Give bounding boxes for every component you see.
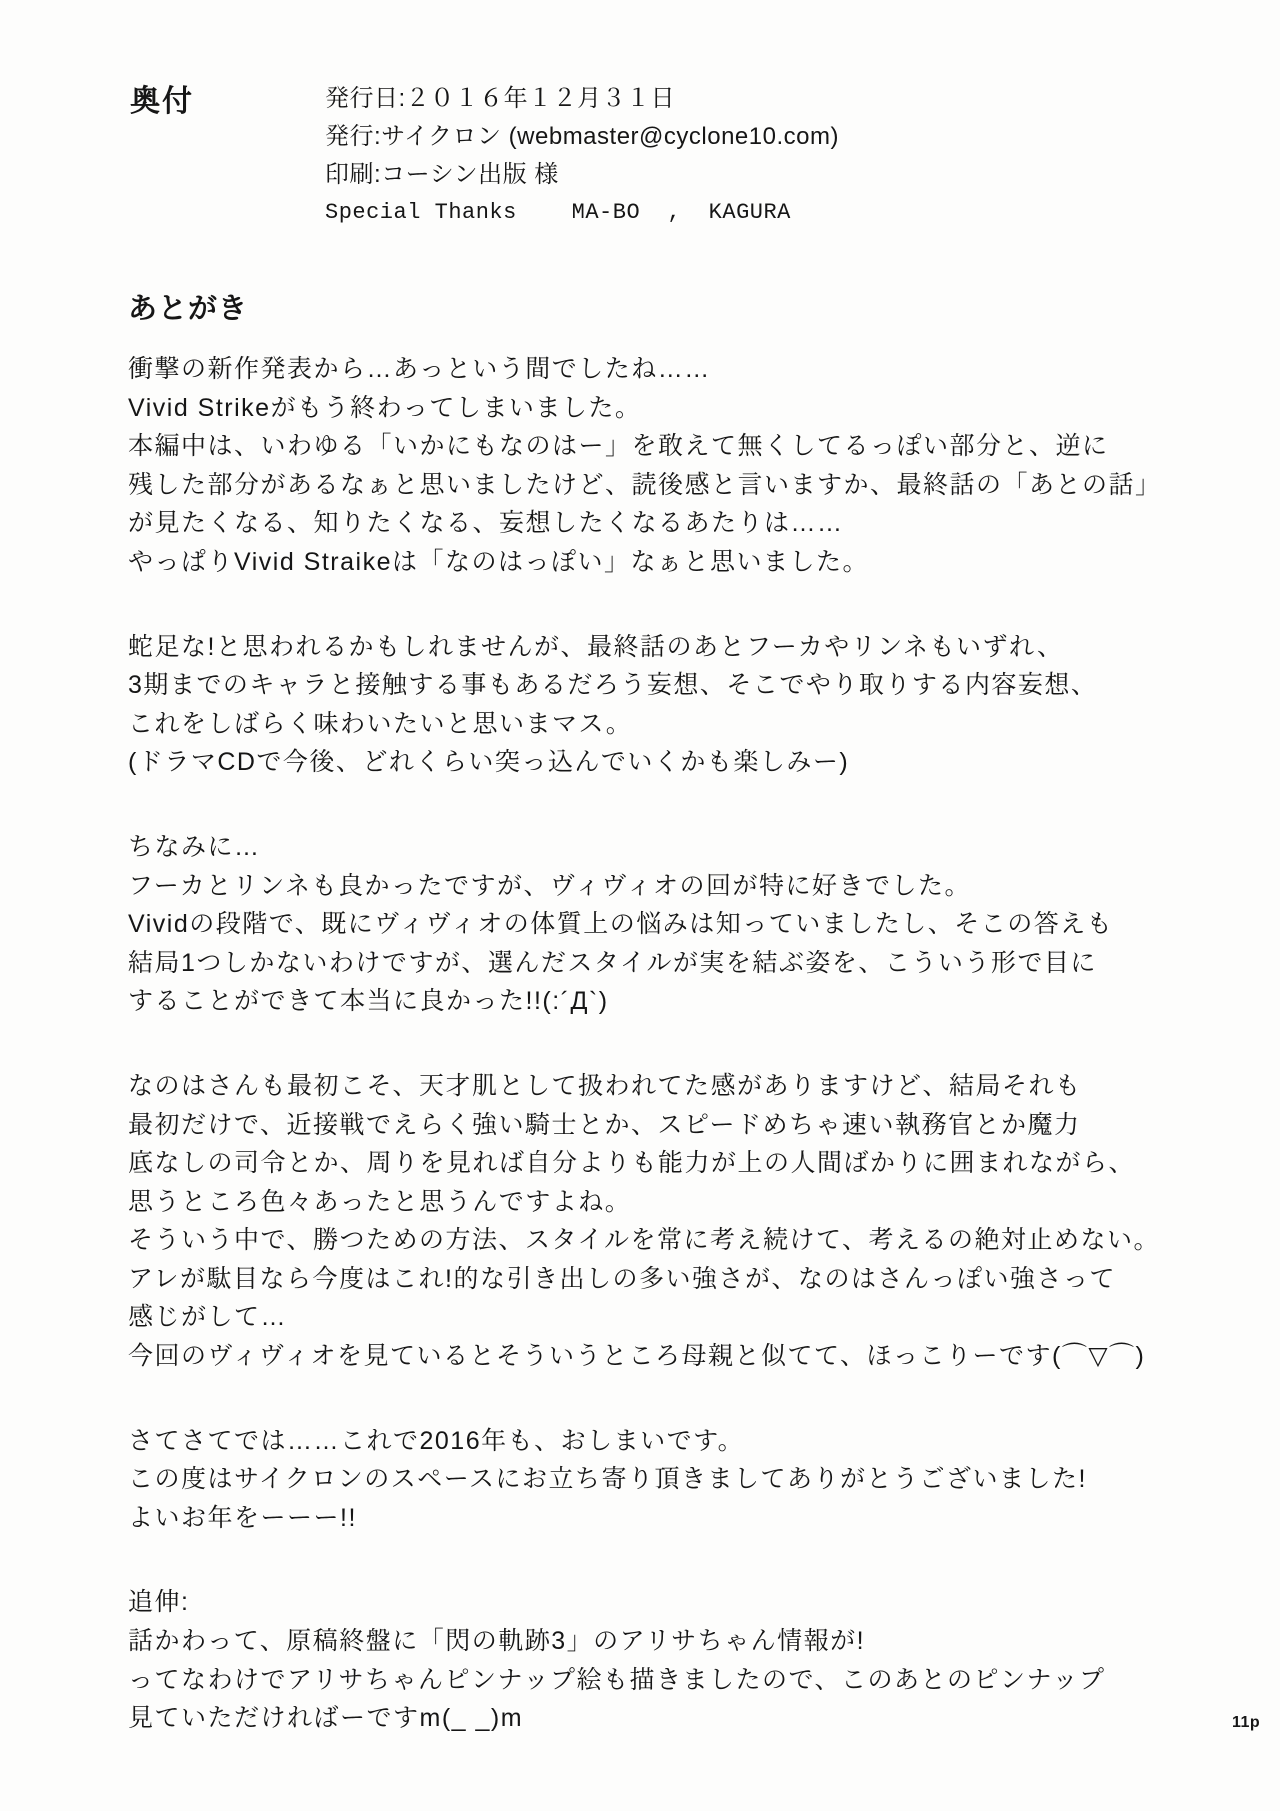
afterword-paragraph (128, 1422, 1208, 1538)
text-line: 最初だけで、近接戦でえらく強い騎士とか、スピードめちゃ速い執務官とか魔力 (128, 1110, 1081, 1139)
afterword-paragraph (128, 350, 1208, 582)
text-line: することができて本当に良かった!!(:´Д`) (128, 987, 609, 1016)
text-line: よいお年をーーー!! (128, 1503, 357, 1532)
colophon-info (325, 80, 839, 232)
text-line: ちなみに… (128, 832, 261, 861)
text-line: 思うところ色々あったと思うんですよね。 (128, 1187, 632, 1216)
text-line: 結局1つしかないわけですが、選んだスタイルが実を結ぶ姿を、こういう形で目に (128, 948, 1097, 977)
text-line: さてさてでは……これで2016年も、おしまいです。 (128, 1426, 745, 1455)
special-thanks: Special Thanks MA-BO , KAGURA (325, 200, 791, 225)
text-line: 本編中は、いわゆる「いかにもなのはー」を敢えて無くしてるっぽい部分と、逆に (128, 432, 1109, 461)
text-line: ってなわけでアリサちゃんピンナップ絵も描きましたので、このあとのピンナップ (128, 1665, 1106, 1694)
colophon-heading: 奥付 (130, 85, 194, 118)
page-number: 11p (1232, 1714, 1261, 1731)
text-line: 3期までのキャラと接触する事もあるだろう妄想、そこでやり取りする内容妄想、 (128, 671, 1098, 700)
text-line: 感じがして… (128, 1303, 288, 1332)
printer: 印刷:コーシン出版 様 (325, 161, 559, 188)
text-line: やっぱりVivid Straikeは「なのはっぽい」なぁと思いました。 (128, 547, 869, 576)
text-line: Vividの段階で、既にヴィヴィオの体質上の悩みは知っていましたし、そこの答えも (128, 910, 1114, 939)
publish-date: 発行日:２０１６年１２月３１日 (325, 85, 676, 112)
afterword-paragraph (128, 628, 1208, 782)
afterword-body (128, 350, 1208, 1738)
text-line: 見ていただければーですm(_ _)m (128, 1704, 524, 1733)
text-line: フーカとリンネも良かったですが、ヴィヴィオの回が特に好きでした。 (128, 871, 972, 900)
text-line: これをしばらく味わいたいと思いまマス。 (128, 709, 633, 738)
text-line: 底なしの司令とか、周りを見れば自分よりも能力が上の人間ばかりに囲まれながら、 (128, 1149, 1136, 1178)
text-line: 追伸: (128, 1588, 190, 1617)
text-line: 今回のヴィヴィオを見ているとそういうところ母親と似てて、ほっこりーです(⌒▽⌒) (128, 1342, 1146, 1371)
afterword-paragraph (128, 828, 1208, 1021)
text-line: アレが駄目なら今度はこれ!的な引き出しの多い強さが、なのはさんっぽい強さって (128, 1264, 1116, 1293)
text-line: 衝撃の新作発表から…あっという間でしたね…… (128, 355, 711, 383)
text-line: Vivid Strikeがもう終わってしまいました。 (128, 393, 642, 422)
afterword-heading: あとがき (128, 293, 249, 325)
text-line: 残した部分があるなぁと思いましたけど、読後感と言いますか、最終話の「あとの話」 (128, 470, 1162, 499)
text-line: そういう中で、勝つための方法、スタイルを常に考え続けて、考えるの絶対止めない。 (128, 1226, 1161, 1255)
text-line: 話かわって、原稿終盤に「閃の軌跡3」のアリサちゃん情報が! (128, 1627, 866, 1656)
afterword-paragraph (128, 1067, 1208, 1376)
text-line: なのはさんも最初こそ、天才肌として扱われてた感がありますけど、結局それも (128, 1071, 1082, 1100)
publisher: 発行:サイクロン (webmaster@cyclone10.com) (325, 123, 839, 150)
text-line: 蛇足な!と思われるかもしれませんが、最終話のあとフーカやリンネもいずれ、 (128, 632, 1064, 661)
afterword-paragraph (128, 1583, 1208, 1737)
text-line: この度はサイクロンのスペースにお立ち寄り頂きましてありがとうございました! (128, 1465, 1087, 1494)
text-line: が見たくなる、知りたくなる、妄想したくなるあたりは…… (128, 509, 844, 538)
text-line: (ドラマCDで今後、どれくらい突っ込んでいくかも楽しみー) (128, 748, 850, 777)
